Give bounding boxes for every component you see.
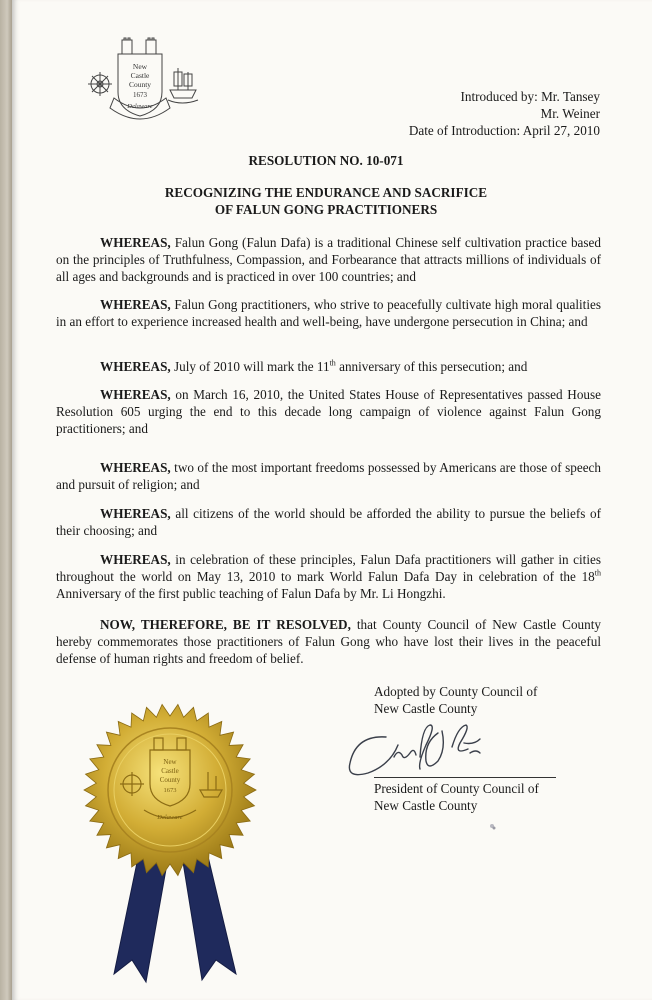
whereas-paragraph-1 — [56, 234, 601, 285]
seal-text-new: New — [132, 62, 148, 71]
introduced-by-second: Mr. Weiner — [540, 106, 600, 121]
whereas-paragraph-5 — [56, 459, 601, 493]
paragraph-text: Falun Gong practitioners, who strive to peacefully cultivate high moral qualities in an effort to experience increased health and well-being, have undergone persecution in China; and — [56, 297, 601, 329]
paragraph-text: Falun Gong (Falun Dafa) is a traditional Chinese self cultivation practice based on the principles of Truthfulness, Compassion, and Forbearance that attracts millions of individuals of all ages and backgrounds and is practiced in over 100 countries; and — [56, 235, 601, 284]
paper-edge — [0, 0, 12, 1000]
paragraph-text: that County Council of New Castle County hereby commemorates those practitioners of Falun Gong who have lost their lives in the peaceful defense of human rights and freedom of belief. — [56, 617, 601, 666]
whereas-paragraph-2 — [56, 296, 601, 330]
paragraph-text: anniversary of this persecution; and — [335, 359, 528, 374]
seal-text-county: County — [128, 80, 152, 89]
paper-speck — [488, 822, 498, 832]
gold-seal-text-state: Delaware — [157, 814, 183, 821]
whereas-label: WHEREAS, — [100, 506, 171, 521]
resolution-title-line-1: RECOGNIZING THE ENDURANCE AND SACRIFICE — [164, 185, 488, 200]
whereas-label: WHEREAS, — [100, 387, 171, 402]
introduced-by: Introduced by: Mr. Tansey — [460, 89, 600, 104]
gold-seal-text-castle: Castle — [161, 767, 179, 775]
whereas-label: WHEREAS, — [100, 359, 171, 374]
resolution-title-line-2: OF FALUN GONG PRACTITIONERS — [214, 202, 438, 217]
whereas-paragraph-3 — [56, 358, 601, 375]
date-of-introduction: Date of Introduction: April 27, 2010 — [408, 123, 600, 138]
paragraph-text: two of the most important freedoms possessed by Americans are those of speech and pursuit of religion; and — [56, 460, 601, 492]
resolved-label: NOW, THEREFORE, BE IT RESOLVED, — [100, 617, 351, 632]
county-seal-logo — [78, 36, 202, 132]
whereas-label: WHEREAS, — [100, 460, 171, 475]
whereas-label: WHEREAS, — [100, 235, 171, 250]
gold-seal-text-year: 1673 — [163, 787, 177, 794]
seal-text-state: Delaware — [127, 103, 153, 110]
paragraph-text: in celebration of these principles, Falun Dafa practitioners will gather in cities throughout the world on May 13, 2010 to mark World Falun Dafa Day in celebration of the 18 — [56, 552, 601, 584]
paragraph-text: on March 16, 2010, the United States House of Representatives passed House Resolution 605 urging the end to this decade long campaign of violence against Falun Gong practitioners; and — [56, 387, 601, 436]
president-signature — [342, 717, 512, 783]
paragraph-text: Anniversary of the first public teaching of Falun Dafa by Mr. Li Hongzhi. — [56, 586, 446, 601]
president-title-line-1: President of County Council of — [374, 781, 539, 796]
paragraph-text: July of 2010 will mark the 11 — [170, 359, 330, 374]
paragraph-text: all citizens of the world should be afforded the ability to pursue the beliefs of their choosing; and — [56, 506, 601, 538]
ordinal-suffix: th — [594, 568, 601, 578]
ordinal-suffix: th — [329, 358, 336, 368]
whereas-paragraph-4 — [56, 386, 601, 437]
seal-text-castle: Castle — [130, 71, 150, 80]
whereas-paragraph-7 — [56, 551, 601, 602]
seal-text-year: 1673 — [133, 91, 147, 99]
resolution-number: RESOLUTION NO. 10-071 — [248, 153, 404, 168]
whereas-paragraph-6 — [56, 505, 601, 539]
whereas-label: WHEREAS, — [100, 297, 171, 312]
whereas-label: WHEREAS, — [100, 552, 171, 567]
adopted-by-line-2: New Castle County — [374, 701, 478, 716]
adopted-by-line-1: Adopted by County Council of — [374, 684, 538, 699]
gold-seal-text-county: County — [159, 776, 181, 784]
resolved-paragraph — [56, 616, 601, 667]
gold-seal-text-new: New — [163, 758, 177, 766]
signature-line — [374, 777, 556, 778]
gold-seal-with-ribbon — [70, 698, 270, 988]
president-title-line-2: New Castle County — [374, 798, 478, 813]
